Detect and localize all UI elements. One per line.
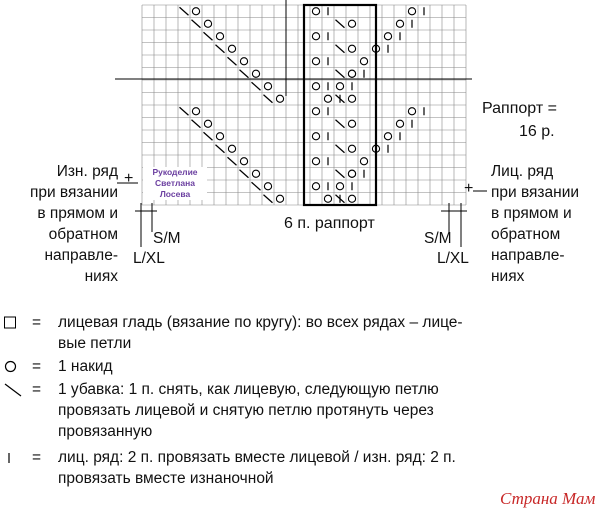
decrease-mark: [180, 107, 189, 115]
legend-item-yarn-over: [0, 356, 600, 377]
decrease-mark: [216, 45, 225, 53]
yarn-over-mark: [408, 8, 415, 15]
yarn-over-mark: [408, 108, 415, 115]
yarn-over-mark: [396, 120, 403, 127]
decrease-mark: [192, 120, 201, 128]
legend-text: 1 накид: [58, 358, 113, 375]
legend-equals: =: [32, 381, 42, 398]
yarn-over-mark: [252, 70, 259, 77]
yarn-over-mark: [384, 133, 391, 140]
decrease-mark: [252, 182, 261, 190]
yarn-over-mark: [312, 58, 319, 65]
decrease-mark: [336, 170, 345, 178]
circle-icon: [4, 356, 18, 377]
yarn-over-mark: [228, 145, 235, 152]
yarn-over-mark: [312, 83, 319, 90]
decrease-mark: [216, 145, 225, 153]
brand-watermark: Страна Мам: [500, 489, 596, 508]
size-lxl-right: L/XL: [437, 250, 469, 267]
yarn-over-mark: [312, 183, 319, 190]
decrease-mark: [204, 132, 213, 140]
yarn-over-mark: [348, 95, 355, 102]
size-sm-left: S/M: [153, 230, 181, 247]
rapport-value: 16 р.: [519, 123, 555, 140]
yarn-over-mark: [192, 8, 199, 15]
rapport-label: Раппорт =: [482, 100, 557, 117]
yarn-over-mark: [324, 95, 331, 102]
legend-equals: =: [32, 314, 42, 331]
yarn-over-mark: [228, 45, 235, 52]
yarn-over-mark: [264, 83, 271, 90]
yarn-over-mark: [336, 183, 343, 190]
yarn-over-mark: [312, 133, 319, 140]
decrease-mark: [264, 195, 273, 203]
decrease-mark: [336, 145, 345, 153]
yarn-over-mark: [360, 158, 367, 165]
legend-item-knit: [0, 312, 600, 356]
yarn-over-mark: [336, 83, 343, 90]
decrease-mark: [240, 70, 249, 78]
right-marker: +: [464, 180, 474, 197]
decrease-mark: [204, 32, 213, 40]
decrease-mark: [336, 20, 345, 28]
decrease-mark: [240, 170, 249, 178]
watermark-line-3: Лосева: [159, 189, 191, 199]
legend-text: лицевая гладь (вязание по кругу): во всех рядах – лице- вые петли: [58, 314, 463, 352]
bar-icon: [4, 447, 18, 468]
yarn-over-mark: [204, 20, 211, 27]
decrease-mark: [228, 57, 237, 65]
yarn-over-mark: [312, 8, 319, 15]
watermark-line-2: Светлана: [155, 178, 195, 188]
left-side-label: Изн. ряд при вязании в прямом и обратном направле- ниях: [29, 163, 118, 285]
decrease-mark: [252, 82, 261, 90]
yarn-over-mark: [348, 170, 355, 177]
yarn-over-mark: [312, 108, 319, 115]
left-marker: +: [124, 170, 134, 187]
size-lxl-left: L/XL: [133, 250, 165, 267]
decrease-mark: [264, 95, 273, 103]
yarn-over-mark: [312, 33, 319, 40]
watermark: [143, 167, 207, 200]
six-stitch-rapport-label: 6 п. раппорт: [284, 215, 375, 232]
yarn-over-mark: [348, 70, 355, 77]
yarn-over-mark: [348, 145, 355, 152]
yarn-over-mark: [240, 58, 247, 65]
yarn-over-mark: [192, 108, 199, 115]
yarn-over-mark: [216, 33, 223, 40]
yarn-over-mark: [312, 158, 319, 165]
legend-text: 1 убавка: 1 п. снять, как лицевую, следующую петлю провязать лицевой и снятую петлю протянуть через провязанную: [58, 381, 439, 440]
legend-equals: =: [32, 449, 42, 466]
slash-icon: [4, 379, 18, 400]
yarn-over-mark: [252, 170, 259, 177]
right-side-label: Лиц. ряд при вязании в прямом и обратном направле- ниях: [491, 163, 580, 285]
yarn-over-mark: [240, 158, 247, 165]
yarn-over-mark: [348, 120, 355, 127]
yarn-over-mark: [396, 20, 403, 27]
yarn-over-mark: [384, 33, 391, 40]
decrease-mark: [336, 70, 345, 78]
legend-equals: =: [32, 358, 42, 375]
decrease-mark: [180, 7, 189, 15]
square-icon: [4, 312, 18, 333]
yarn-over-mark: [348, 195, 355, 202]
yarn-over-mark: [216, 133, 223, 140]
legend-item-k2tog: [0, 447, 600, 489]
decrease-mark: [336, 45, 345, 53]
decrease-mark: [336, 120, 345, 128]
yarn-over-mark: [276, 95, 283, 102]
decrease-mark: [228, 157, 237, 165]
yarn-over-mark: [264, 183, 271, 190]
yarn-over-mark: [276, 195, 283, 202]
yarn-over-mark: [348, 20, 355, 27]
yarn-over-mark: [204, 120, 211, 127]
decrease-mark: [192, 20, 201, 28]
yarn-over-mark: [324, 195, 331, 202]
watermark-line-1: Рукоделие: [152, 167, 198, 177]
yarn-over-mark: [348, 45, 355, 52]
size-sm-right: S/M: [424, 230, 452, 247]
yarn-over-mark: [360, 58, 367, 65]
legend-item-decrease: [0, 379, 600, 442]
legend-text: лиц. ряд: 2 п. провязать вместе лицевой / изн. ряд: 2 п. провязать вместе изнаночной: [58, 449, 456, 487]
